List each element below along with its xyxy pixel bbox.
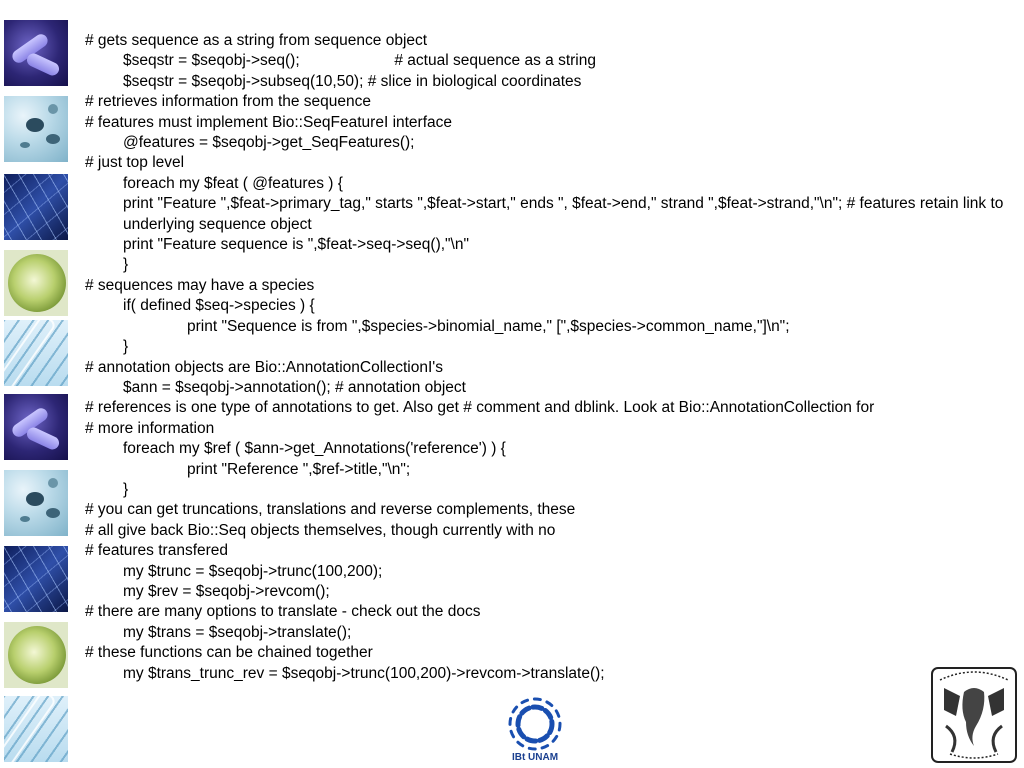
- comment-line: # gets sequence as a string from sequence object: [85, 32, 428, 49]
- code-line: }: [123, 256, 129, 274]
- dna-image: [4, 696, 68, 762]
- cells-image: [4, 96, 68, 162]
- comment-line: # features transfered: [85, 542, 229, 560]
- comment-line: # you can get truncations, translations and reverse complements, these: [85, 501, 576, 519]
- comment-line: # more information: [85, 419, 215, 437]
- code-line: print "Sequence is from ",$species->binomial_name," [",$species->common_name,"]\n";: [187, 317, 790, 335]
- comment-line: # sequences may have a species: [85, 276, 315, 294]
- comment-line: # just top level: [85, 154, 185, 172]
- comment-line: # annotation objects are Bio::AnnotationCollectionI's: [85, 358, 443, 376]
- code-line: @features = $seqobj->get_SeqFeatures();: [123, 134, 415, 152]
- dna-image: [4, 320, 68, 386]
- comment-line: # features must implement Bio::SeqFeatureI interface: [85, 113, 453, 131]
- code-listing: [85, 31, 1015, 684]
- comment-line: # all give back Bio::Seq objects themselves, though currently with no: [85, 521, 556, 539]
- code-line: print "Feature ",$feat->primary_tag," starts ",$feat->start," ends ", $feat->end," strand ",$feat->strand,"\n"; # features retain link to underlying sequence object: [123, 195, 1008, 233]
- code-line: my $trans = $seqobj->translate();: [123, 623, 352, 641]
- fibers-image: [4, 546, 68, 612]
- code-line: $seqstr = $seqobj->subseq(10,50); # slice in biological coordinates: [123, 72, 582, 90]
- green-cell-image: [4, 622, 68, 688]
- green-cell-image: [4, 250, 68, 316]
- code-line: my $trans_trunc_rev = $seqobj->trunc(100,200)->revcom->translate();: [123, 664, 605, 682]
- ibt-unam-label: IBt UNAM: [511, 752, 559, 763]
- comment-line: # these functions can be chained together: [85, 644, 373, 662]
- comment-line: # references is one type of annotations to get. Also get # comment and dblink. Look at Bio::AnnotationCollection for: [85, 399, 875, 417]
- bacteria-image: [4, 394, 68, 460]
- code-line: foreach my $feat ( @features ) {: [123, 174, 343, 192]
- code-line: my $trunc = $seqobj->trunc(100,200);: [123, 562, 383, 580]
- code-line: my $rev = $seqobj->revcom();: [123, 582, 330, 600]
- comment-line: # retrieves information from the sequence: [85, 93, 372, 111]
- unam-seal-icon: [930, 666, 1018, 764]
- code-line: foreach my $ref ( $ann->get_Annotations('reference') ) {: [123, 440, 506, 458]
- cells-image: [4, 470, 68, 536]
- bacteria-image: [4, 20, 68, 86]
- fibers-image: [4, 174, 68, 240]
- code-line: }: [123, 480, 129, 498]
- code-line: if( defined $seq->species ) {: [123, 297, 315, 315]
- code-line: $seqstr = $seqobj->seq(); # actual sequence as a string: [123, 52, 596, 70]
- code-line: }: [123, 338, 129, 356]
- decorative-image-strip: [0, 16, 72, 768]
- code-line: $ann = $seqobj->annotation(); # annotation object: [123, 378, 466, 396]
- code-line: print "Reference ",$ref->title,"\n";: [187, 460, 411, 478]
- comment-line: # there are many options to translate - check out the docs: [85, 603, 481, 621]
- code-line: print "Feature sequence is ",$feat->seq->seq(),"\n": [123, 236, 469, 254]
